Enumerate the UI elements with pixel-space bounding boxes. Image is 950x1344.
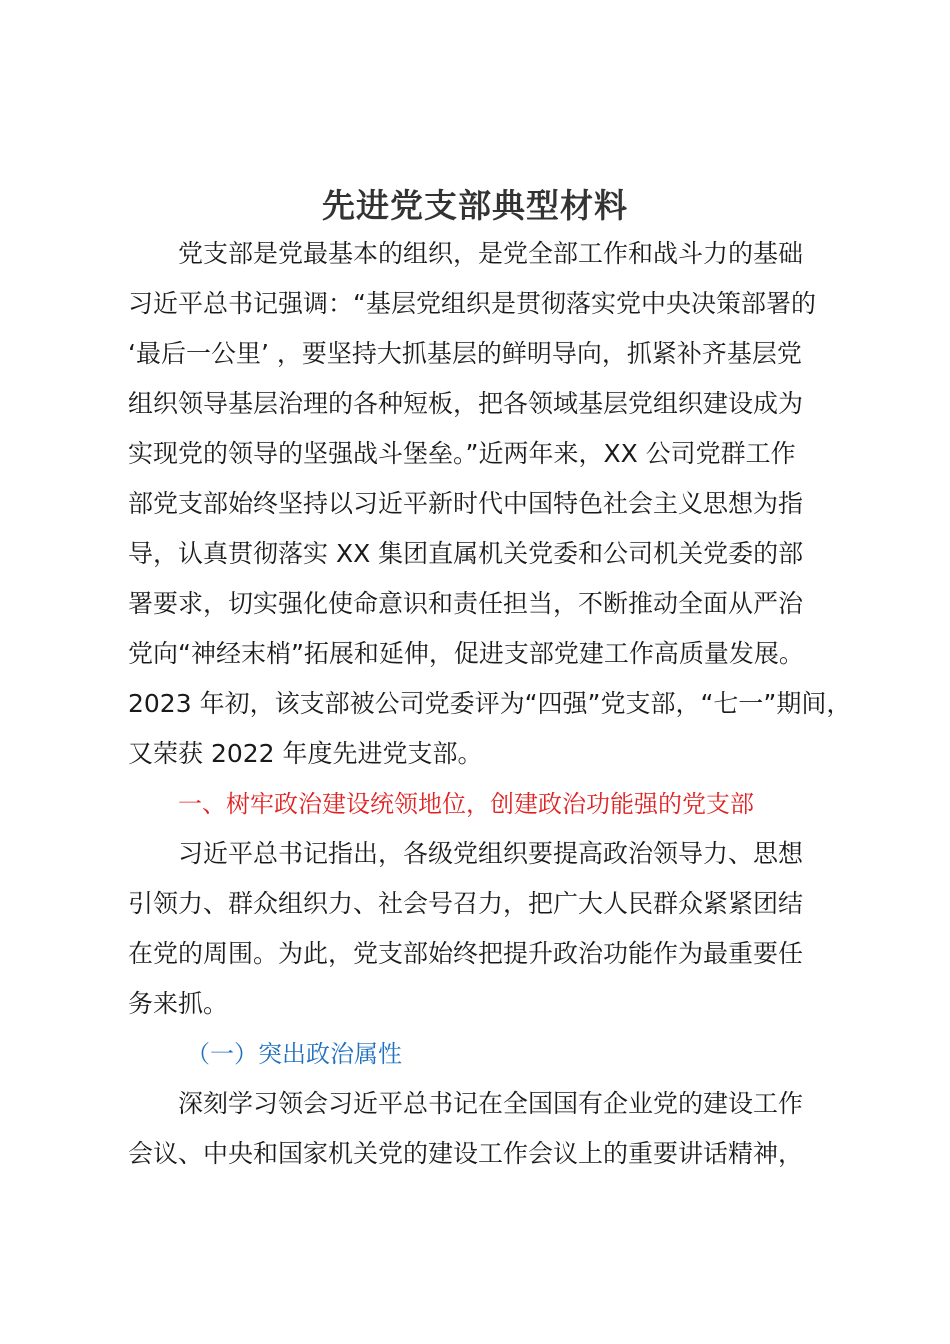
paragraph-line: 在党的周围。为此，党支部始终把提升政治功能作为最重要任 xyxy=(128,939,804,968)
paragraph-line: 深刻学习领会习近平总书记在全国国有企业党的建设工作 xyxy=(178,1089,804,1118)
section-heading-1: 一、树牢政治建设统领地位，创建政治功能强的党支部 xyxy=(178,790,754,818)
paragraph-line: 又荣获 2022 年度先进党支部。 xyxy=(128,739,483,768)
paragraph-line: 2023 年初，该支部被公司党委评为“四强”党支部，“七一”期间， xyxy=(128,689,852,718)
paragraph-line: 务来抓。 xyxy=(128,989,229,1018)
paragraph-line: 组织领导基层治理的各种短板，把各领域基层党组织建设成为 xyxy=(128,389,804,418)
paragraph-line: 部党支部始终坚持以习近平新时代中国特色社会主义思想为指 xyxy=(128,489,804,518)
paragraph-line: 导，认真贯彻落实 XX 集团直属机关党委和公司机关党委的部 xyxy=(128,539,804,568)
paragraph-line: 会议、中央和国家机关党的建设工作会议上的重要讲话精神， xyxy=(128,1139,804,1168)
subsection-heading-1: （一）突出政治属性 xyxy=(186,1040,402,1068)
paragraph-line: 党向“神经末梢”拓展和延伸，促进支部党建工作高质量发展。 xyxy=(128,639,804,668)
paragraph-line: ‘最后一公里’ ，要坚持大抓基层的鲜明导向，抓紧补齐基层党 xyxy=(128,339,802,368)
paragraph-line: 引领力、群众组织力、社会号召力，把广大人民群众紧紧团结 xyxy=(128,889,804,918)
paragraph-line: 党支部是党最基本的组织，是党全部工作和战斗力的基础 xyxy=(178,239,804,268)
paragraph-line: 习近平总书记强调：“基层党组织是贯彻落实党中央决策部署的 xyxy=(128,289,816,318)
paragraph-line: 实现党的领导的坚强战斗堡垒。”近两年来，XX 公司党群工作 xyxy=(128,439,796,468)
paragraph-line: 署要求，切实强化使命意识和责任担当，不断推动全面从严治 xyxy=(128,589,804,618)
document-title: 先进党支部典型材料 xyxy=(322,186,628,225)
paragraph-line: 习近平总书记指出，各级党组织要提高政治领导力、思想 xyxy=(178,839,804,868)
